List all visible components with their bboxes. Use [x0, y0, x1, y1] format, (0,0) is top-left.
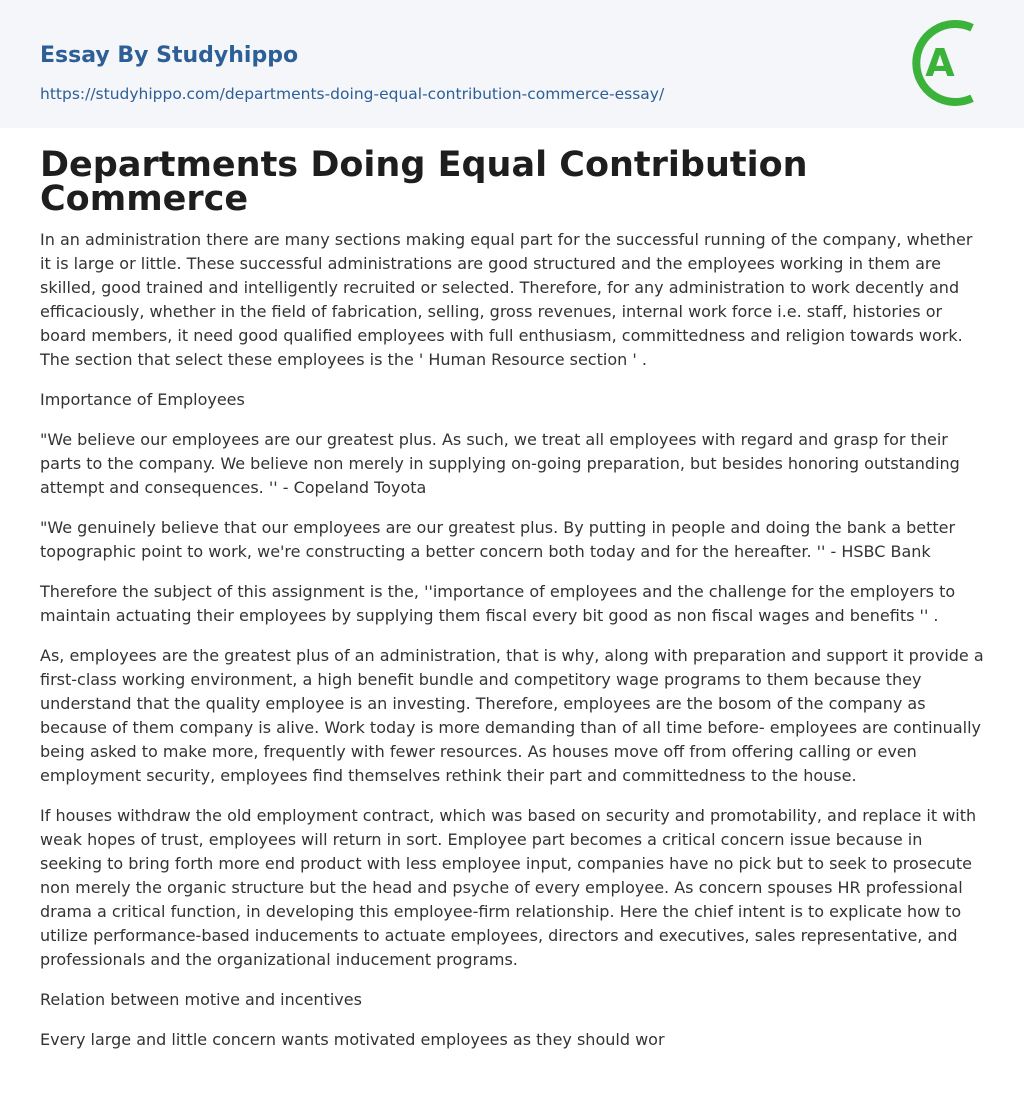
article-body — [40, 228, 984, 1052]
paragraph-quote-hsbc: "We genuinely believe that our employees are our greatest plus. By putting in people and doing the bank a better topographic point to work, we're constructing a better concern both today and for the hereafter. '' - HSBC Bank — [40, 518, 956, 561]
logo-letter: A — [925, 41, 955, 85]
paragraph-heading-motive: Relation between motive and incentives — [40, 990, 362, 1009]
article-title: Departments Doing Equal Contribution Commerce — [40, 145, 808, 219]
studyhippo-a-logo-icon[interactable] — [912, 18, 988, 108]
paragraph-subject: Therefore the subject of this assignment is the, ''importance of employees and the challenge for the employers to maintain actuating their employees by supplying them fiscal every bit good as non fiscal wages and benefits '' . — [40, 582, 956, 625]
paragraph-employment-contract: If houses withdraw the old employment contract, which was based on security and promotability, and replace it with weak hopes of trust, employees will return in sort. Employee part becomes a critical concern issue because in seeking to bring forth more end product with less employee input, companies have no pick but to seek to prosecute non merely the organic structure but the head and psyche of every employee. As concern spouses HR professional drama a critical function, in developing this employee-firm relationship. Here the chief intent is to explicate how to utilize performance-based inducements to actuate employees, directors and executives, sales representative, and professionals and the organizational inducement programs. — [40, 806, 977, 969]
article — [40, 145, 984, 1068]
site-header — [0, 0, 1024, 128]
site-title[interactable]: Essay By Studyhippo — [40, 43, 299, 68]
paragraph-greatest-plus: As, employees are the greatest plus of an administration, that is why, along with preparation and support it provide a first-class working environment, a high benefit bundle and competitory wage programs to them because they understand that the quality employee is an investing. Therefore, employees are the bosom of the company as because of them company is alive. Work today is more demanding than of all time before- employees are continually being asked to make more, frequently with fewer resources. As houses move off from offering calling or even employment security, employees find themselves rethink their part and committedness to the house. — [40, 646, 984, 785]
paragraph-quote-copeland: "We believe our employees are our greatest plus. As such, we treat all employees with regard and grasp for their parts to the company. We believe non merely in supplying on-going preparation, but besides honoring outstanding attempt and consequences. '' - Copeland Toyota — [40, 430, 960, 497]
paragraph-heading-importance: Importance of Employees — [40, 390, 245, 409]
article-url-link[interactable]: https://studyhippo.com/departments-doing-equal-contribution-commerce-essay/ — [40, 85, 665, 103]
paragraph-truncated: Every large and little concern wants motivated employees as they should wor — [40, 1030, 665, 1049]
paragraph-intro: In an administration there are many sections making equal part for the successful running of the company, whether it is large or little. These successful administrations are good structured and the employees working in them are skilled, good trained and intelligently recruited or selected. Therefore, for any administration to work decently and efficaciously, whether in the field of fabrication, selling, gross revenues, internal work force i.e. staff, histories or board members, it need good qualified employees with full enthusiasm, committedness and religion towards work. The section that select these employees is the ' Human Resource section ' . — [40, 230, 973, 369]
